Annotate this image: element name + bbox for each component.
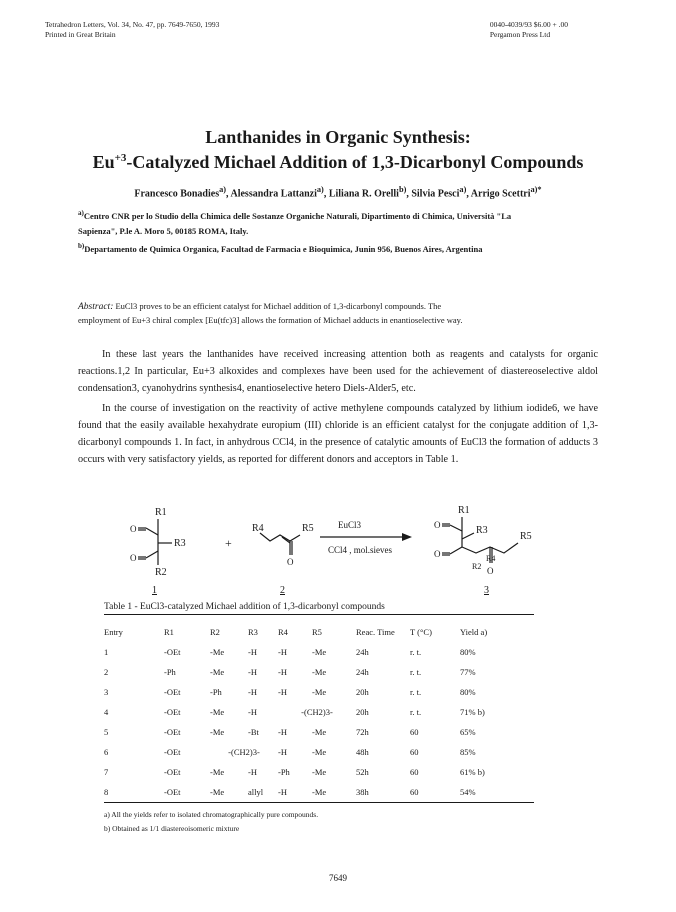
cell: -Me bbox=[312, 647, 327, 657]
cell: -Me bbox=[312, 747, 327, 757]
cmpd1-o-bottom: O bbox=[130, 553, 137, 563]
price-line: 0040-4039/93 $6.00 + .00 bbox=[489, 20, 568, 29]
cell: 38h bbox=[356, 787, 369, 797]
reaction-scheme bbox=[100, 495, 580, 605]
cell: -OEt bbox=[164, 687, 181, 697]
journal-citation bbox=[45, 20, 219, 40]
cell: 24h bbox=[356, 667, 369, 677]
author-affil-mark: a) bbox=[316, 185, 324, 194]
abstract-line2: employment of Eu+3 chiral complex [Eu(tfc)3] allows the formation of Michael adducts in enantioselective way. bbox=[78, 315, 463, 325]
author-affil-mark: a) bbox=[459, 185, 467, 194]
author-name: Alessandra Lattanzi bbox=[230, 188, 317, 200]
cell: 6 bbox=[104, 747, 109, 757]
reaction-arrow-head bbox=[402, 533, 412, 541]
cell: 3 bbox=[104, 687, 109, 697]
cell: 20h bbox=[356, 707, 369, 717]
cell: 65% bbox=[460, 727, 476, 737]
cell: r. t. bbox=[410, 687, 422, 697]
col-header: R4 bbox=[278, 627, 288, 637]
abstract-line1: EuCl3 proves to be an efficient catalyst for Michael addition of 1,3-dicarbonyl compounds. The bbox=[115, 301, 442, 311]
col-header: Yield a) bbox=[460, 627, 488, 637]
publisher-line: Pergamon Press Ltd bbox=[489, 30, 551, 39]
cmpd2-r4: R4 bbox=[252, 523, 264, 534]
cell: r. t. bbox=[410, 707, 422, 717]
cell: -OEt bbox=[164, 647, 181, 657]
author-name: Silvia Pesci bbox=[411, 188, 460, 200]
cell: -Me bbox=[312, 767, 327, 777]
cell: -H bbox=[278, 747, 287, 757]
cell: -H bbox=[278, 787, 287, 797]
title-eu-charge: +3 bbox=[114, 152, 127, 164]
table-footnotes bbox=[104, 808, 534, 836]
table-header-row bbox=[104, 622, 534, 642]
cell: -Me bbox=[312, 727, 327, 737]
cell: -H bbox=[278, 647, 287, 657]
cell: 1 bbox=[104, 647, 109, 657]
cell: -H bbox=[278, 667, 287, 677]
cell: r. t. bbox=[410, 647, 422, 657]
cell: -Me bbox=[210, 707, 225, 717]
cell: -H bbox=[248, 667, 257, 677]
cell: 48h bbox=[356, 747, 369, 757]
cell: 4 bbox=[104, 707, 109, 717]
author-name: Francesco Bonadies bbox=[134, 188, 220, 200]
cell: 60 bbox=[410, 767, 419, 777]
table-row bbox=[104, 722, 534, 742]
author-name: Arrigo Scettri bbox=[470, 188, 531, 200]
cmpd3-o-top: O bbox=[434, 520, 441, 530]
cell: -Bt bbox=[248, 727, 259, 737]
cmpd1-o-top: O bbox=[130, 524, 137, 534]
cmpd3-r2: R2 bbox=[472, 562, 482, 571]
cell: 80% bbox=[460, 647, 476, 657]
cell: -(CH2)3- bbox=[301, 707, 333, 717]
cell: -H bbox=[248, 647, 257, 657]
cell: 24h bbox=[356, 647, 369, 657]
cmpd2-o: O bbox=[287, 557, 294, 567]
col-header: R2 bbox=[210, 627, 220, 637]
cell: -Me bbox=[210, 767, 225, 777]
cell: 52h bbox=[356, 767, 369, 777]
cell: -OEt bbox=[164, 727, 181, 737]
affil-a-line1: Centro CNR per lo Studio della Chimica delle Sostanze Organiche Naturali, Dipartimento di Chimica, Università "La bbox=[83, 210, 512, 221]
cell: -Ph bbox=[210, 687, 222, 697]
cmpd3-number: 3 bbox=[484, 585, 489, 596]
cell: -H bbox=[248, 707, 257, 717]
col-header: T (°C) bbox=[410, 627, 432, 637]
cell: -Me bbox=[210, 727, 225, 737]
author-affil-mark: a)* bbox=[530, 185, 542, 194]
cell: -Me bbox=[312, 687, 327, 697]
cell: -H bbox=[278, 727, 287, 737]
author-name: Liliana R. Orelli bbox=[328, 188, 399, 200]
table-row bbox=[104, 642, 534, 662]
cell: 5 bbox=[104, 727, 109, 737]
arrow-conditions: CCl4 , mol.sieves bbox=[328, 545, 393, 555]
cell: -H bbox=[278, 687, 287, 697]
col-header: R1 bbox=[164, 627, 174, 637]
cmpd1-r2: R2 bbox=[155, 567, 167, 578]
cell: 20h bbox=[356, 687, 369, 697]
table-row bbox=[104, 702, 534, 722]
plus-sign: + bbox=[225, 536, 232, 550]
cell: -Ph bbox=[164, 667, 176, 677]
title-eu: Eu bbox=[92, 152, 115, 172]
col-header: R5 bbox=[312, 627, 322, 637]
abstract bbox=[78, 300, 598, 327]
cell: 80% bbox=[460, 687, 476, 697]
cell: 77% bbox=[460, 667, 476, 677]
cell: -Me bbox=[210, 787, 225, 797]
compound-1-structure bbox=[138, 519, 172, 565]
cell: 60 bbox=[410, 727, 419, 737]
author-list: Francesco Bonadies$^{a)}$, Alessandra Lattanzi$^{a)}$, Liliana R. Orelli$^{b)}$, Silvia Pesci$^{a)}$, Arrigo Scettri$^{a)*}$ bbox=[134, 185, 542, 200]
table-row bbox=[104, 682, 534, 702]
price-block bbox=[490, 20, 568, 40]
affil-mark-b: b) bbox=[78, 241, 85, 250]
author-affil-mark: b) bbox=[398, 185, 407, 194]
cell: -Me bbox=[210, 647, 225, 657]
printed-line: Printed in Great Britain bbox=[45, 30, 116, 39]
cmpd3-o-ketone: O bbox=[487, 566, 494, 576]
cmpd2-number: 2 bbox=[280, 585, 285, 596]
cell: -Me bbox=[210, 667, 225, 677]
cell: 85% bbox=[460, 747, 476, 757]
cmpd3-o-bottom: O bbox=[434, 549, 441, 559]
cell: -H bbox=[248, 767, 257, 777]
arrow-reagent: EuCl3 bbox=[338, 520, 362, 530]
cmpd3-r5: R5 bbox=[520, 531, 532, 542]
cell: 72h bbox=[356, 727, 369, 737]
footnote-b: b) Obtained as 1/1 diastereoisomeric mixture bbox=[104, 824, 240, 833]
cmpd1-r3: R3 bbox=[174, 538, 186, 549]
cell: 8 bbox=[104, 787, 109, 797]
col-header: Entry bbox=[104, 627, 123, 637]
results-table bbox=[104, 622, 534, 803]
cell: r. t. bbox=[410, 667, 422, 677]
affiliation-a bbox=[78, 206, 618, 257]
cell: -OEt bbox=[164, 767, 181, 777]
paper-title-line1: Lanthanides in Organic Synthesis: bbox=[205, 127, 471, 147]
cell: 54% bbox=[460, 787, 476, 797]
cell: 71% b) bbox=[460, 707, 485, 717]
footnote-a: a) All the yields refer to isolated chromatographically pure compounds. bbox=[104, 810, 319, 819]
paper-title-line2 bbox=[0, 148, 676, 172]
affil-mark-a: a) bbox=[78, 209, 84, 217]
table-caption: Table 1 - EuCl3-catalyzed Michael addition of 1,3-dicarbonyl compounds bbox=[104, 602, 534, 615]
cell: -(CH2)3- bbox=[228, 747, 260, 757]
cell: 60 bbox=[410, 787, 419, 797]
body-paragraph: In the course of investigation on the reactivity of active methylene compounds catalyzed by lithium iodide6, we have found that the easily available hexahydrate europium (III) chloride is an efficient catalyst for the conjugate addition of 1,3-dicarbonyl compounds 1. In fact, in anhydrous CCl4, in the presence of catalytic amounts of EuCl3 the formation of adducts 3 occurs with very satisfactory yields, as reported for different donors and acceptors in Table 1. bbox=[78, 403, 598, 465]
affil-b-line1: Departamento de Quimica Organica, Facultad de Farmacia e Bioquimica, Junin 956, Buenos Aires, Argentina bbox=[84, 243, 483, 254]
table-row bbox=[104, 662, 534, 682]
cell: allyl bbox=[248, 787, 264, 797]
compound-3-structure bbox=[442, 517, 518, 563]
col-header: R3 bbox=[248, 627, 258, 637]
cell: -Me bbox=[312, 667, 327, 677]
page-number: 7649 bbox=[329, 873, 347, 883]
col-header: Reac. Time bbox=[356, 627, 395, 637]
cmpd3-r1: R1 bbox=[458, 505, 470, 516]
cmpd1-number: 1 bbox=[152, 585, 157, 596]
table-row bbox=[104, 782, 534, 803]
cell: -OEt bbox=[164, 747, 181, 757]
body-paragraph: In these last years the lanthanides have received increasing attention both as reagents and catalysts for organic reactions.1,2 In particular, Eu+3 alkoxides and complexes have been used for the achievement of diastereoselective aldol condensation3, cyanohydrins synthesis4, enantioselective hetero Diels-Alder5, etc. bbox=[78, 349, 598, 394]
cmpd1-r1: R1 bbox=[155, 507, 167, 518]
cell: -OEt bbox=[164, 787, 181, 797]
cell: -H bbox=[248, 687, 257, 697]
cell: 60 bbox=[410, 747, 419, 757]
cell: 2 bbox=[104, 667, 109, 677]
author-affil-mark: a) bbox=[219, 185, 227, 194]
cell: 61% b) bbox=[460, 767, 485, 777]
table-row bbox=[104, 742, 534, 762]
cmpd2-r5: R5 bbox=[302, 523, 314, 534]
journal-line: Tetrahedron Letters, Vol. 34, No. 47, pp. 7649-7650, 1993 bbox=[45, 20, 220, 29]
cell: -OEt bbox=[164, 707, 181, 717]
title-rest: -Catalyzed Michael Addition of 1,3-Dicarbonyl Compounds bbox=[126, 152, 584, 172]
table-row bbox=[104, 762, 534, 782]
cmpd3-r3: R3 bbox=[476, 525, 488, 536]
cell: 7 bbox=[104, 767, 109, 777]
abstract-label: Abstract: bbox=[78, 302, 114, 312]
compound-2-structure bbox=[260, 533, 300, 555]
cmpd3-r4: R4 bbox=[486, 554, 496, 563]
affil-a-line2: Sapienza", P.le A. Moro 5, 00185 ROMA, Italy. bbox=[78, 225, 249, 236]
cell: -Me bbox=[312, 787, 327, 797]
cell: -Ph bbox=[278, 767, 290, 777]
